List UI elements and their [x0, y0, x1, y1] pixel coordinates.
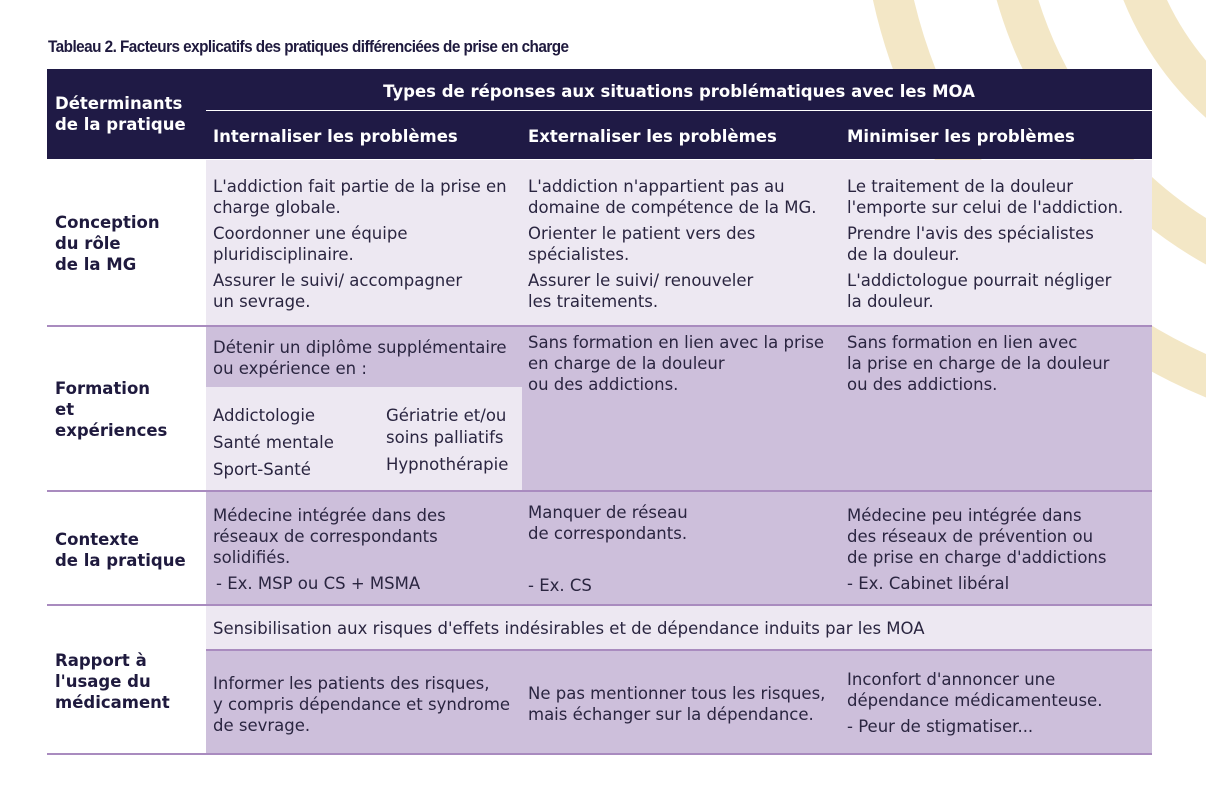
header-col-internaliser: Internaliser les problèmes: [213, 127, 458, 146]
row-conception-externaliser: L'addiction n'appartient pas au domaine de compétence de la MG. Orienter le patient vers des spécialistes. Assurer le suivi/ renouveler les traitements.: [528, 177, 817, 311]
row-contexte-externaliser: Manquer de réseau de correspondants. - Ex. CS: [528, 503, 688, 595]
row-divider: [47, 325, 1152, 327]
row-formation-determinant: Formation et expériences: [55, 379, 168, 440]
header-determinants: Déterminants de la pratique: [55, 94, 186, 134]
row-conception-internaliser: L'addiction fait partie de la prise en charge globale. Coordonner une équipe pluridisciplinaire. Assurer le suivi/ accompagner un sevrage.: [213, 177, 507, 311]
row-divider: [47, 490, 1152, 492]
row-formation-list-right: Gériatrie et/ou soins palliatifs Hypnothérapie: [386, 406, 509, 474]
table-bottom-border: [47, 753, 1152, 755]
row-formation-minimiser: Sans formation en lien avec la prise en charge de la douleur ou des addictions.: [847, 333, 1110, 394]
table-title: Tableau 2. Facteurs explicatifs des pratiques différenciées de prise en charge: [48, 37, 569, 56]
header-divider: [206, 110, 1152, 111]
row-conception-determinant: Conception du rôle de la MG: [55, 213, 160, 274]
header-group-title: Types de réponses aux situations problématiques avec les MOA: [383, 82, 975, 101]
row-contexte-minimiser: Médecine peu intégrée dans des réseaux de prévention ou de prise en charge d'addictions - Ex. Cabinet libéral: [847, 506, 1107, 593]
row-divider: [47, 604, 1152, 606]
row-formation-list-left: Addictologie Santé mentale Sport-Santé: [213, 406, 334, 479]
row-rapport-internaliser: Informer les patients des risques, y compris dépendance et syndrome de sevrage.: [213, 674, 511, 735]
row-contexte-determinant: Contexte de la pratique: [55, 530, 186, 570]
row-rapport-minimiser: Inconfort d'annoncer une dépendance médicamenteuse. - Peur de stigmatiser...: [847, 670, 1103, 736]
row-subdivider: [206, 649, 1152, 651]
row-formation-internaliser-intro: Détenir un diplôme supplémentaire ou expérience en :: [213, 338, 507, 378]
row-formation-externaliser: Sans formation en lien avec la prise en charge de la douleur ou des addictions.: [528, 333, 825, 394]
row-rapport-externaliser: Ne pas mentionner tous les risques, mais échanger sur la dépendance.: [528, 684, 826, 724]
row-conception-minimiser: Le traitement de la douleur l'emporte sur celui de l'addiction. Prendre l'avis des spécialistes de la douleur. L'addictologue pourrait négliger la douleur.: [847, 177, 1124, 311]
row-rapport-shared: Sensibilisation aux risques d'effets indésirables et de dépendance induits par les MOA: [213, 619, 925, 638]
row-contexte-internaliser: Médecine intégrée dans des réseaux de correspondants solidifiés. - Ex. MSP ou CS + MSMA: [213, 506, 446, 593]
header-col-minimiser: Minimiser les problèmes: [847, 127, 1075, 146]
header-col-externaliser: Externaliser les problèmes: [528, 127, 777, 146]
row-rapport-determinant: Rapport à l'usage du médicament: [55, 651, 170, 712]
